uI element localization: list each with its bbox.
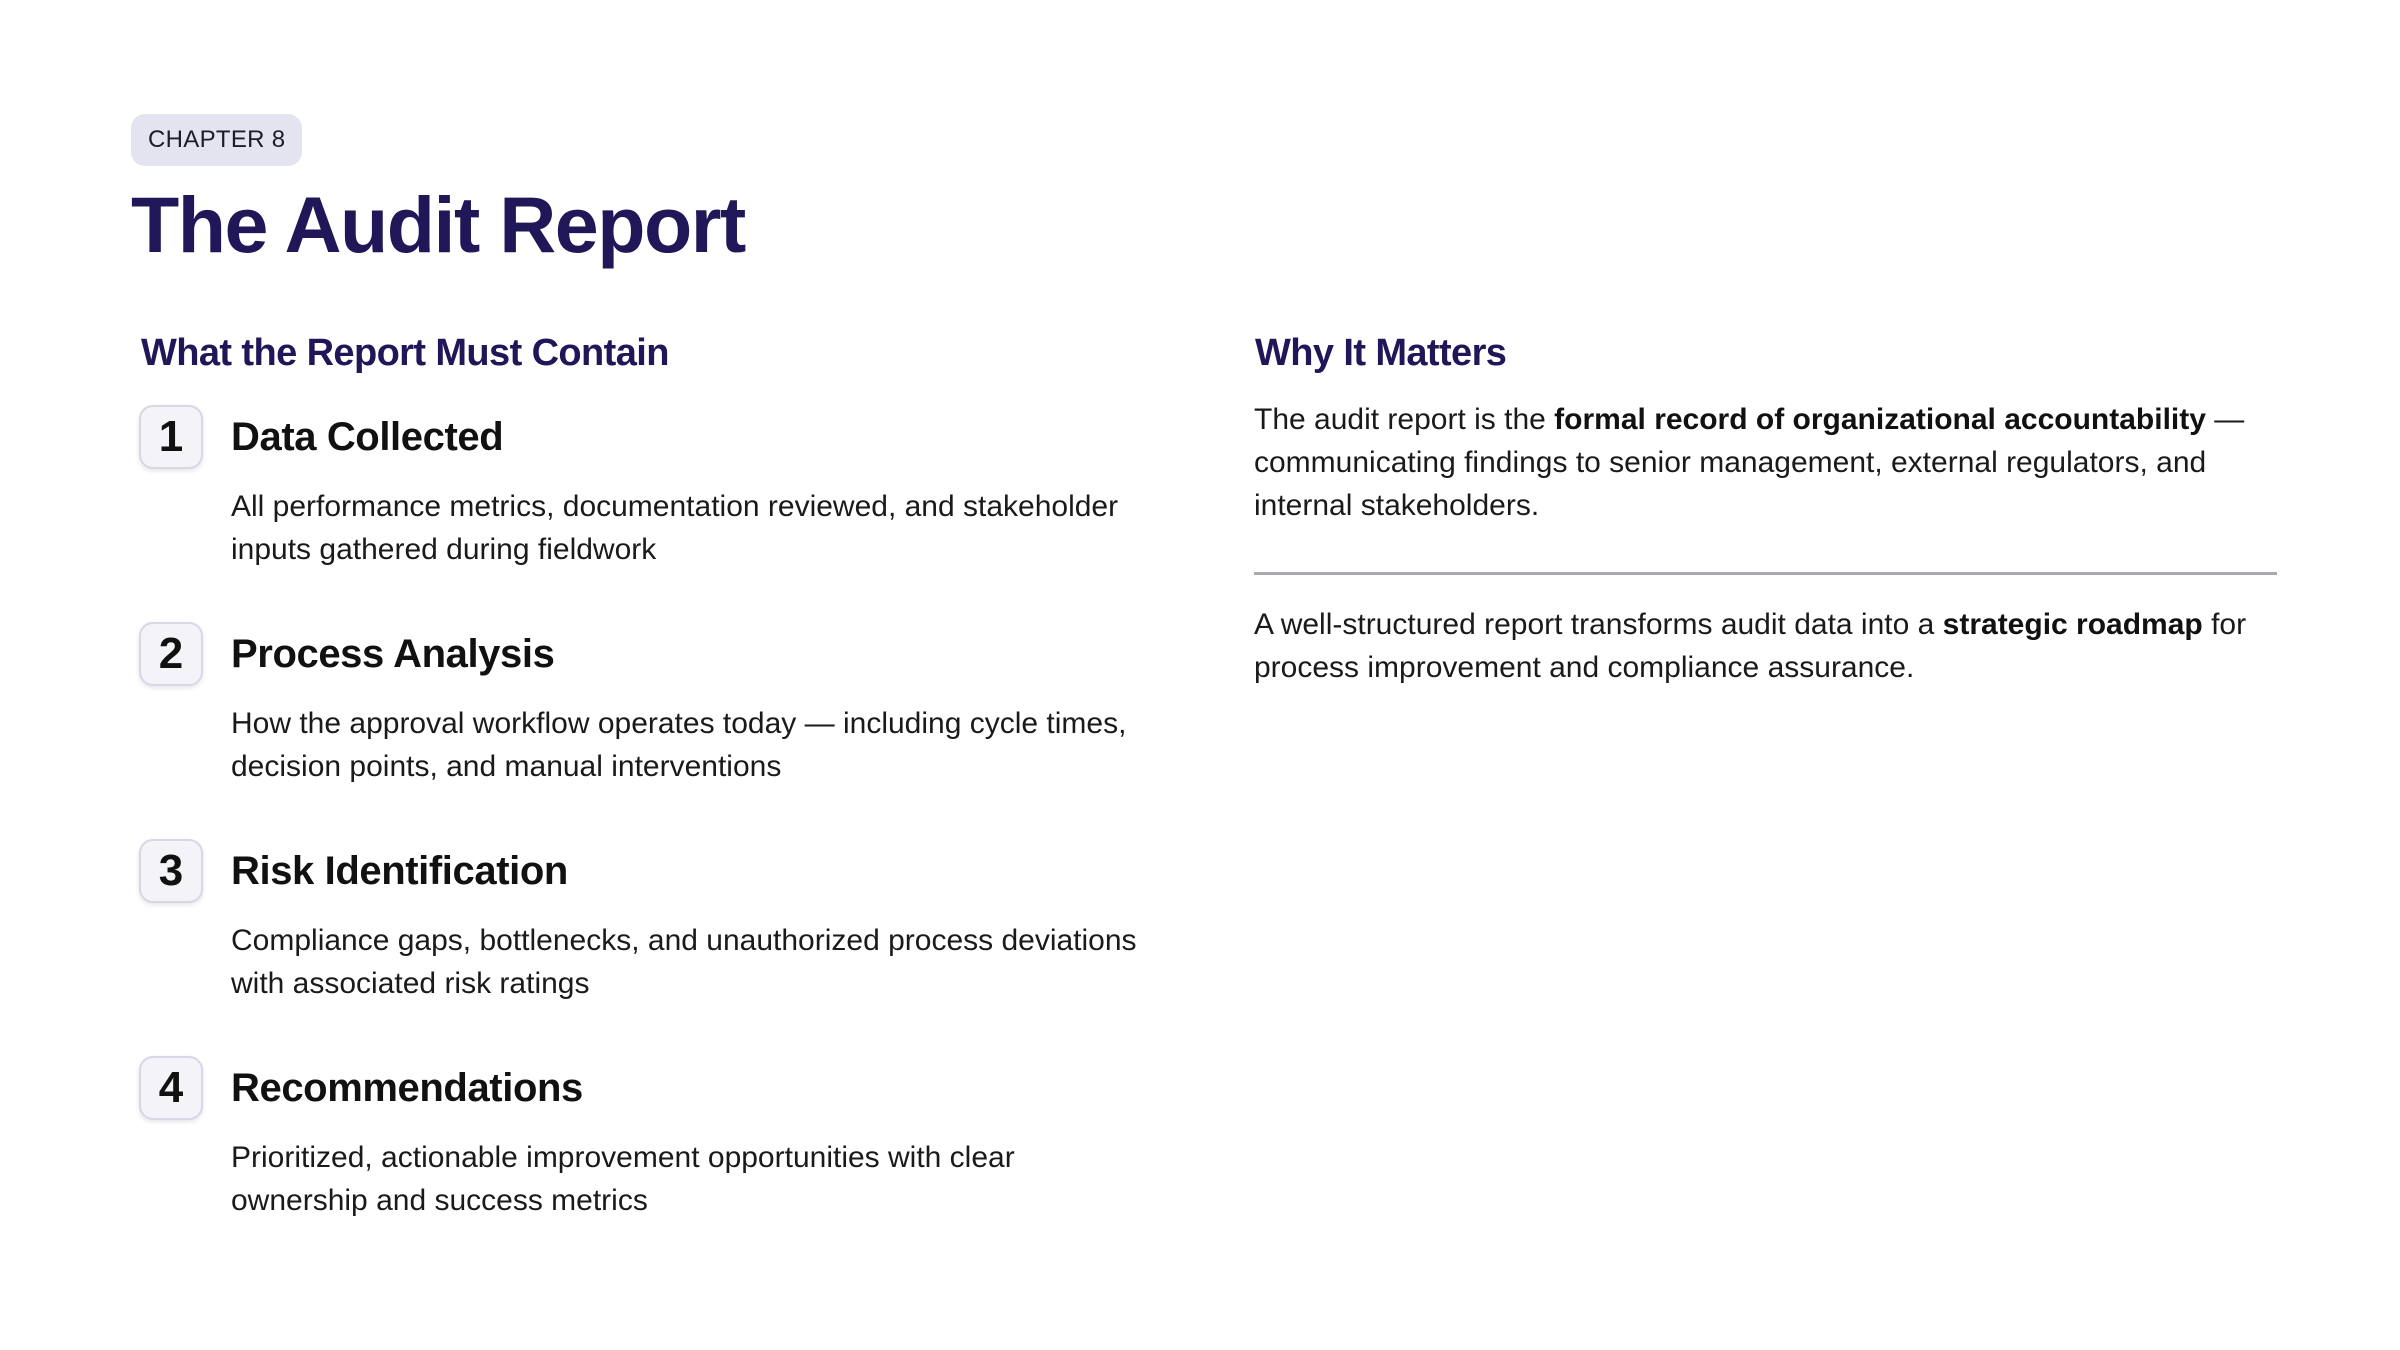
step-item-recommendations [139, 1056, 1179, 1256]
step-number-badge: 4 [139, 1056, 203, 1120]
step-number-badge: 3 [139, 839, 203, 903]
emphasis-text: strategic roadmap [1942, 608, 2203, 641]
paragraph-text: The audit report is the [1254, 403, 1555, 436]
paragraph-text: for process improvement and compliance assurance. [1254, 608, 2247, 684]
step-number-badge: 2 [139, 622, 203, 686]
step-description: How the approval workflow operates today — including cycle times, decision points, and manual interventions [231, 707, 1127, 783]
chapter-badge: CHAPTER 8 [131, 114, 302, 166]
paragraph-text: — communicating findings to senior management, external regulators, and internal stakeholders. [1254, 403, 2245, 522]
step-item-risk-identification [139, 839, 1179, 1039]
paragraph-text: A well-structured report transforms audit data into a [1254, 608, 1943, 641]
step-title: Process Analysis [231, 632, 555, 676]
roadmap-paragraph [1254, 603, 2284, 689]
emphasis-text: formal record of organizational accountability [1554, 403, 2206, 436]
step-title: Data Collected [231, 415, 504, 459]
step-description: Compliance gaps, bottlenecks, and unauthorized process deviations with associated risk ratings [231, 924, 1137, 1000]
contents-heading: What the Report Must Contain [141, 332, 669, 374]
step-title: Recommendations [231, 1066, 583, 1110]
why-it-matters-heading: Why It Matters [1255, 332, 1507, 374]
step-title: Risk Identification [231, 849, 568, 893]
step-description: All performance metrics, documentation reviewed, and stakeholder inputs gathered during fieldwork [231, 490, 1119, 566]
step-description: Prioritized, actionable improvement opportunities with clear ownership and success metrics [231, 1141, 1015, 1217]
accountability-paragraph [1254, 398, 2284, 527]
step-number-badge: 1 [139, 405, 203, 469]
step-item-process-analysis [139, 622, 1179, 822]
section-divider [1254, 572, 2277, 575]
page-title: The Audit Report [131, 180, 745, 269]
step-item-data-collected [139, 405, 1179, 605]
